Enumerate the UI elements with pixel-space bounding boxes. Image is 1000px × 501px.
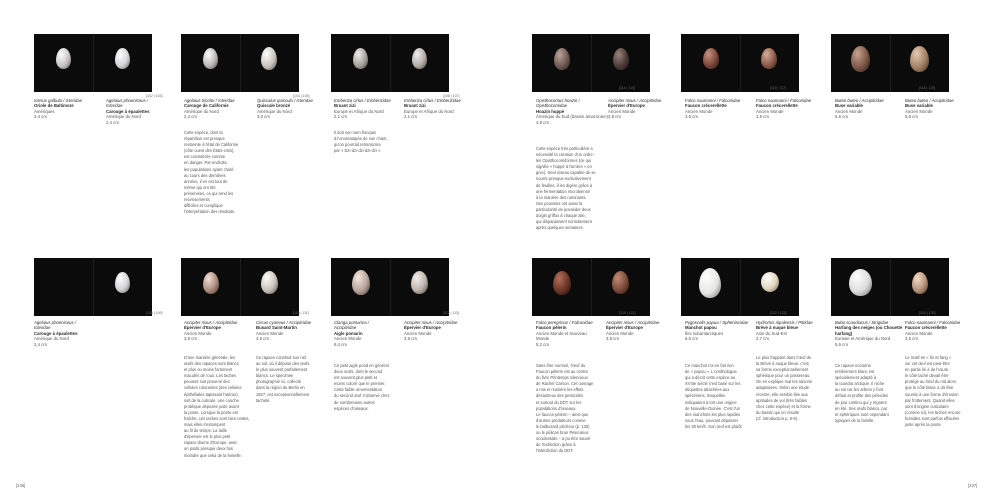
species-name: Buteo buteo / Accipitridae xyxy=(835,98,884,103)
common-name: Harfang des neiges (ou Chouette harfang) xyxy=(835,325,903,336)
page-number-left: [236] xyxy=(16,483,26,488)
common-name: Épervier d'Europe xyxy=(404,325,441,331)
species-name: Pygoscelis papua / Spheniscidae xyxy=(685,320,749,325)
spread-number: [114 | 115] xyxy=(619,86,635,90)
egg-size: 3,0 cm xyxy=(257,114,270,120)
species-name: Icterus galbula / Icteridae xyxy=(34,98,83,103)
egg-image xyxy=(761,48,777,69)
egg-size: 2,4 cm xyxy=(34,341,47,347)
common-name: Oriole de Baltimore xyxy=(34,103,74,109)
egg-image xyxy=(553,271,571,295)
region: Amérique du Sud (bassin amazonien) xyxy=(536,114,608,120)
egg-image xyxy=(851,46,870,72)
spread-number: [108 | 109] xyxy=(146,311,163,315)
species-name: Agelaius phoeniceus / Icteridae xyxy=(34,320,77,331)
description-text: D'une manière générale, les œufs des rapaces sont blancs et plus ou moins fortement maculés de roux. Les taches peuvent soit provenir des cellules colorantes (des cellules épithéliales tapissant l'utérus), soit de la cuticule, une couche protéique déposée juste avant la ponte. Lorsque la ponte est fraîche, ces taches sont bien nettes, mais elles s'estompent au fil du temps. La taille d'épervier est le plus petit rapace diurne d'Europe, avec un poids presque deux fois moindre que celui de la femelle. xyxy=(184,355,250,458)
egg-photo-spread xyxy=(181,34,299,92)
common-name: Bruant zizi xyxy=(334,103,356,109)
description-text: Cette espèce très particulière a nécessité la création d'un ordre : les Opisthocomiformes (ce qui signifie « huppé à l'arrière » en grec). Seul oiseau capable de se nourrir presque exclusivement de feuilles, il les digère grâce à une fermentation microbienne à la manière des ruminants. Ses poussins ont aussi la particularité de posséder deux doigts griffus à chaque aile, qui disparaissent normalement après quelques semaines. xyxy=(536,146,596,231)
egg-size: 3,9 cm xyxy=(608,114,621,120)
egg-size: 3,9 cm xyxy=(404,336,417,342)
egg-image xyxy=(203,48,218,69)
egg-caption xyxy=(685,98,757,120)
region: Ancien Monde xyxy=(608,108,636,114)
egg-image xyxy=(352,270,370,295)
egg-photo-spread xyxy=(331,258,449,316)
species-name: Accipiter nisus / Accipitridae xyxy=(404,320,458,325)
egg-size: 5,6 cm xyxy=(835,114,848,120)
region: Amérique du Nord xyxy=(34,336,69,342)
spread-number: [120 | 121] xyxy=(619,311,636,315)
egg-size: 2,4 cm xyxy=(34,114,47,120)
region: Ancien Monde xyxy=(606,330,634,336)
egg-image xyxy=(353,48,368,69)
egg-size: 6,4 cm xyxy=(334,341,347,347)
egg-caption xyxy=(756,98,828,120)
region: Ancien Monde xyxy=(184,330,212,336)
egg-size: 6,6 cm xyxy=(685,336,698,342)
egg-size: 5,6 cm xyxy=(835,341,848,347)
common-name: Carouge à épaulettes xyxy=(34,330,78,336)
species-name: Falco naumanni / Falconidae xyxy=(756,98,812,103)
egg-photo-spread xyxy=(831,34,949,92)
egg-photo-spread xyxy=(181,258,299,316)
spread-number: [104 | 105] xyxy=(293,94,310,98)
common-name: Faucon pèlerin xyxy=(536,325,567,331)
egg-image xyxy=(849,269,872,296)
region: Amérique du Nord xyxy=(106,114,141,120)
egg-caption xyxy=(257,98,329,120)
common-name: Faucon crécerellette xyxy=(685,103,727,109)
egg-caption xyxy=(608,98,680,120)
species-name: Clanga pomarina / Accipitridae xyxy=(334,320,370,331)
egg-caption xyxy=(184,320,256,342)
species-name: Circus cyaneus / Accipitridae xyxy=(256,320,312,325)
egg-caption xyxy=(606,320,678,342)
egg-image xyxy=(261,47,277,70)
egg-size: 2,1 cm xyxy=(404,114,417,120)
region: Ancien Monde xyxy=(404,330,432,336)
egg-size: 3,9 cm xyxy=(606,336,619,342)
egg-photo-spread xyxy=(331,34,449,92)
description-text: Cette espèce, dont la répartition est presque restreinte à l'état de Californie (côte ouest des États-Unis), est considérée comme en danger. Par endroits, les populations ayant chuté au cours des dernières années, il en est tout de même qui ont été préservées, ce qui rend les recensements difficiles et complique l'interprétation des résultats. xyxy=(184,130,239,215)
species-name: Emberiza cirlus / Emberizidae xyxy=(334,98,391,103)
region: Asie du Sud-Est xyxy=(756,330,787,336)
spread-number: [124 | 125] xyxy=(919,311,936,315)
region: Amérique du Nord xyxy=(184,108,219,114)
common-name: Faucon crécerellette xyxy=(756,103,798,109)
species-name: Falco naumanni / Falconidae xyxy=(905,320,961,325)
egg-caption xyxy=(835,320,907,347)
egg-photo-spread xyxy=(34,258,152,316)
species-name: Accipiter nisus / Accipitridae xyxy=(184,320,238,325)
description-text: Le plus frappant dans l'œuf de la Brève à nuque bleue, c'est sa forme exceptionnellement sphérique pour un passereau. On en explique mal les raisons adaptatives. Selon une étude récente, elle semble liée aux aptitudes de vol (très faibles chez cette espèce) et la forme du bassin qui en résulte (cf. introduction p. 8-9). xyxy=(756,355,812,421)
egg-image xyxy=(912,272,928,294)
egg-caption xyxy=(905,320,977,342)
egg-caption xyxy=(756,320,828,342)
egg-caption xyxy=(106,98,156,125)
egg-size: 3,5 cm xyxy=(756,114,769,120)
egg-caption xyxy=(184,98,256,120)
region: Eurasie et Amérique du Nord xyxy=(835,336,891,342)
common-name: Faucon crécerellette xyxy=(905,325,947,331)
egg-caption xyxy=(34,320,84,347)
common-name: Quiscale bronzé xyxy=(257,103,291,109)
egg-size: 4,8 cm xyxy=(536,119,549,125)
egg-image xyxy=(703,48,719,69)
description-text: Il doit son nom français à l'onomatopée de son chant, qu'on pourrait retranscrire par « Dzi-dzi-dzi-dzi-dzi ». xyxy=(334,130,388,154)
egg-size: 3,5 cm xyxy=(905,336,918,342)
egg-size: 5,6 cm xyxy=(905,114,918,120)
spread-number: [110 | 111] xyxy=(293,311,309,315)
common-name: Bruant zizi xyxy=(404,103,426,109)
egg-caption xyxy=(536,98,608,125)
species-name: Emberiza cirlus / Emberizidae xyxy=(404,98,461,103)
region: Ancien Monde xyxy=(835,108,863,114)
egg-photo-spread xyxy=(831,258,949,316)
region: Ancien Monde xyxy=(905,330,933,336)
spread-number: [122 | 123] xyxy=(770,311,787,315)
common-name: Épervier d'Europe xyxy=(608,103,645,109)
spread-number: [102 | 103] xyxy=(146,94,163,98)
region: Ancien Monde xyxy=(685,108,713,114)
common-name: Brève à nuque bleue xyxy=(756,325,799,331)
spread-number: [112 | 113] xyxy=(443,311,459,315)
egg-size: 2,4 cm xyxy=(106,119,119,125)
common-name: Épervier d'Europe xyxy=(606,325,643,331)
egg-image xyxy=(613,48,629,70)
region: Amérique du Nord xyxy=(257,108,292,114)
species-name: Opisthocomus hoazin / Opisthocomidae xyxy=(536,98,580,109)
common-name: Carouge à épaulettes xyxy=(106,108,150,114)
egg-size: 2,4 cm xyxy=(184,114,197,120)
egg-photo-spread xyxy=(532,258,650,316)
egg-caption xyxy=(34,98,106,120)
egg-caption xyxy=(404,320,476,342)
egg-caption xyxy=(334,320,390,347)
egg-image xyxy=(761,272,779,292)
egg-image xyxy=(412,48,427,69)
common-name: Buse variable xyxy=(905,103,933,109)
egg-image xyxy=(411,271,428,294)
region: Ancien Monde xyxy=(334,336,362,342)
egg-size: 3,5 cm xyxy=(685,114,698,120)
description-text: Ce petit aigle pond en général deux œufs, dont le second est souvent plus petit et moins coloré que le premier. Cette faible ornementation du second œuf s'observe chez de nombreuses autres espèces d'oiseaux. xyxy=(334,363,390,411)
egg-image xyxy=(56,48,71,69)
egg-caption xyxy=(256,320,328,342)
description-text: Ce rapace nocturne entièrement blanc est spécialement adapté à la toundra arctique. Il niche au sol car les arbres y font défaut et profite des périodes de jour continu qui y règnent en été. Ses œufs blancs, pur et sphériques sont cependant typiques de la famille. xyxy=(835,363,889,423)
egg-photo-spread xyxy=(34,34,152,92)
egg-image xyxy=(554,48,570,70)
egg-caption xyxy=(905,98,977,120)
region: Ancien Monde et Nouveau Monde xyxy=(536,330,587,342)
region: Ancien Monde xyxy=(756,108,784,114)
species-name: Falco naumanni / Falconidae xyxy=(685,98,741,103)
description-text: Ce manchot n'a en fait rien de « papou ». L'ornithologue qui a décrit cette espèce au XVIIIe siècle s'est basé sur les étiquettes attachées aux spécimens, lesquelles indiquaient à tort une origine de Nouvelle-Guinée. C'est l'un des manchots les plus rapides sous l'eau, pouvant dépasser les 30 km/h. Son œuf est plutôt xyxy=(685,363,742,429)
species-name: Hydrornis nipalensis / Pittidae xyxy=(756,320,813,325)
egg-image xyxy=(115,48,130,69)
region: Amériques xyxy=(34,108,55,114)
common-name: Hoazin huppé xyxy=(536,108,565,114)
egg-image xyxy=(910,46,929,72)
egg-image xyxy=(203,272,219,294)
egg-size: 3,9 cm xyxy=(184,336,197,342)
egg-image xyxy=(115,272,130,293)
egg-size: 5,2 cm xyxy=(536,341,549,347)
spread-number: [116 | 117] xyxy=(770,86,786,90)
egg-size: 2,7 cm xyxy=(756,336,769,342)
egg-photo-spread xyxy=(681,258,799,316)
common-name: Manchot papou xyxy=(685,325,717,331)
species-name: Agelaius phoeniceus / Icteridae xyxy=(106,98,149,109)
region: Îles subantarctiques xyxy=(685,330,724,336)
common-name: Busard Saint-Martin xyxy=(256,325,297,331)
egg-caption xyxy=(404,98,476,120)
common-name: Buse variable xyxy=(835,103,863,109)
common-name: Carouge de Californie xyxy=(184,103,229,109)
egg-image xyxy=(612,271,629,294)
egg-size: 2,1 cm xyxy=(334,114,347,120)
species-name: Buteo buteo / Accipitridae xyxy=(905,98,954,103)
egg-caption xyxy=(835,98,907,120)
common-name: Épervier d'Europe xyxy=(184,325,221,331)
egg-caption xyxy=(334,98,406,120)
species-name: Bubo scandiacus / Strigidae xyxy=(835,320,889,325)
egg-photo-spread xyxy=(681,34,799,92)
species-name: Accipiter nisus / Accipitridae xyxy=(606,320,660,325)
description-text: Le motif en « fin et fang » sur cet œuf est peut-être en partie lié à de l'usure : le côté taché devait être protégé au fond du nid alors que le côté blanc a dû être soumis à une forme d'érosion par frottement. Quand elles sont d'origine cuticulaire (comme ici), les taches encore humides sont parfois effacées juste après la ponte. xyxy=(905,355,961,428)
egg-photo-spread xyxy=(532,34,650,92)
page-number-right: [237] xyxy=(968,483,978,488)
egg-caption xyxy=(536,320,598,347)
description-text: Sans être nommé, l'œuf du Faucon pèlerin est au centre du livre Printemps silencieux de Rachel Carson. Cet ouvrage a mis en lumière les effets désastreux des pesticides et surtout du DDT sur les populations d'oiseaux. Le faucon pèlerin – ainsi que d'autres prédateurs comme le balbuzard pêcheur (p. 130) ou le pélican brun Pelecanus occidentalis – a pu être sauvé de l'extinction grâce à l'interdiction du DDT. xyxy=(536,363,594,454)
egg-image xyxy=(699,268,721,298)
common-name: Aigle pomarin xyxy=(334,330,363,336)
species-name: Agelaius tricolor / Icteridae xyxy=(184,98,235,103)
egg-image xyxy=(261,271,278,294)
egg-caption xyxy=(685,320,757,342)
spread-number: [118 | 119] xyxy=(919,86,935,90)
region: Europe et Afrique du Nord xyxy=(334,108,384,114)
species-name: Falco peregrinus / Falconidae xyxy=(536,320,593,325)
region: Europe et Afrique du Nord xyxy=(404,108,454,114)
egg-size: 4,6 cm xyxy=(256,336,269,342)
spread-number: [106 | 107] xyxy=(443,94,460,98)
region: Ancien Monde xyxy=(256,330,284,336)
region: Ancien Monde xyxy=(905,108,933,114)
description-text: Ce rapace construit son nid au sol, où il dépose des œufs le plus souvent parfaitement blancs. Le spécimen photographié ici, collecté dans la région de Berlin en 1927, est exceptionnellement tacheté. xyxy=(256,355,310,403)
species-name: Accipiter nisus / Accipitridae xyxy=(608,98,662,103)
species-name: Quiscalus quiscula / Icteridae xyxy=(257,98,313,103)
